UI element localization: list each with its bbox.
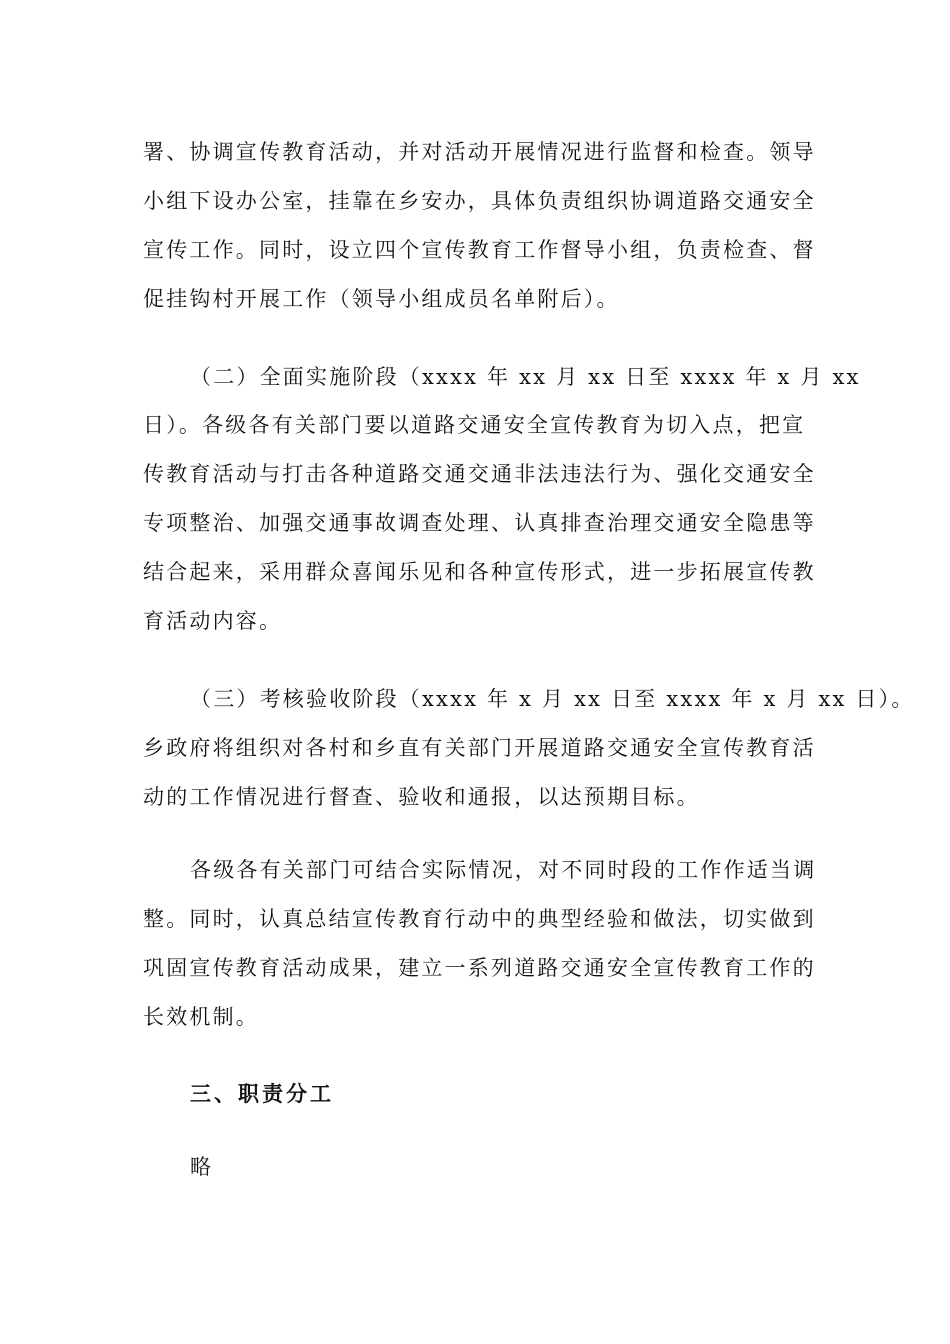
paragraph-2-line-1: （二）全面实施阶段（xxxx 年 xx 月 xx 日至 xxxx 年 x 月 xx bbox=[190, 365, 861, 389]
paragraph-1-line-1: 署、协调宣传教育活动，并对活动开展情况进行监督和检查。领导 bbox=[143, 140, 816, 164]
paragraph-1-line-4: 促挂钩村开展工作（领导小组成员名单附后）。 bbox=[143, 287, 620, 311]
paragraph-2-line-5: 结合起来，采用群众喜闻乐见和各种宣传形式，进一步拓展宣传教 bbox=[143, 560, 816, 584]
paragraph-3-line-2: 乡政府将组织对各村和乡直有关部门开展道路交通安全宣传教育活 bbox=[143, 736, 816, 760]
section-heading: 三、职责分工 bbox=[190, 1081, 334, 1106]
paragraph-4-line-1: 各级各有关部门可结合实际情况，对不同时段的工作作适当调 bbox=[190, 858, 817, 882]
paragraph-2-line-3: 传教育活动与打击各种道路交通交通非法违法行为、强化交通安全 bbox=[143, 462, 816, 486]
paragraph-4-line-3: 巩固宣传教育活动成果，建立一系列道路交通安全宣传教育工作的 bbox=[143, 956, 816, 980]
section-body: 略 bbox=[190, 1155, 214, 1179]
paragraph-2-line-2: 日）。各级各有关部门要以道路交通安全宣传教育为切入点，把宣 bbox=[143, 413, 806, 437]
paragraph-2-line-4: 专项整治、加强交通事故调查处理、认真排查治理交通安全隐患等 bbox=[143, 511, 816, 535]
paragraph-3-line-1: （三）考核验收阶段（xxxx 年 x 月 xx 日至 xxxx 年 x 月 xx 日）。 bbox=[190, 687, 915, 711]
paragraph-1-line-3: 宣传工作。同时，设立四个宣传教育工作督导小组，负责检查、督 bbox=[143, 238, 816, 262]
paragraph-4-line-2: 整。同时，认真总结宣传教育行动中的典型经验和做法，切实做到 bbox=[143, 907, 816, 931]
paragraph-1-line-2: 小组下设办公室，挂靠在乡安办，具体负责组织协调道路交通安全 bbox=[143, 189, 816, 213]
paragraph-3-line-3: 动的工作情况进行督查、验收和通报，以达预期目标。 bbox=[143, 785, 700, 809]
paragraph-2-line-6: 育活动内容。 bbox=[143, 609, 283, 633]
paragraph-4-line-4: 长效机制。 bbox=[143, 1005, 259, 1029]
